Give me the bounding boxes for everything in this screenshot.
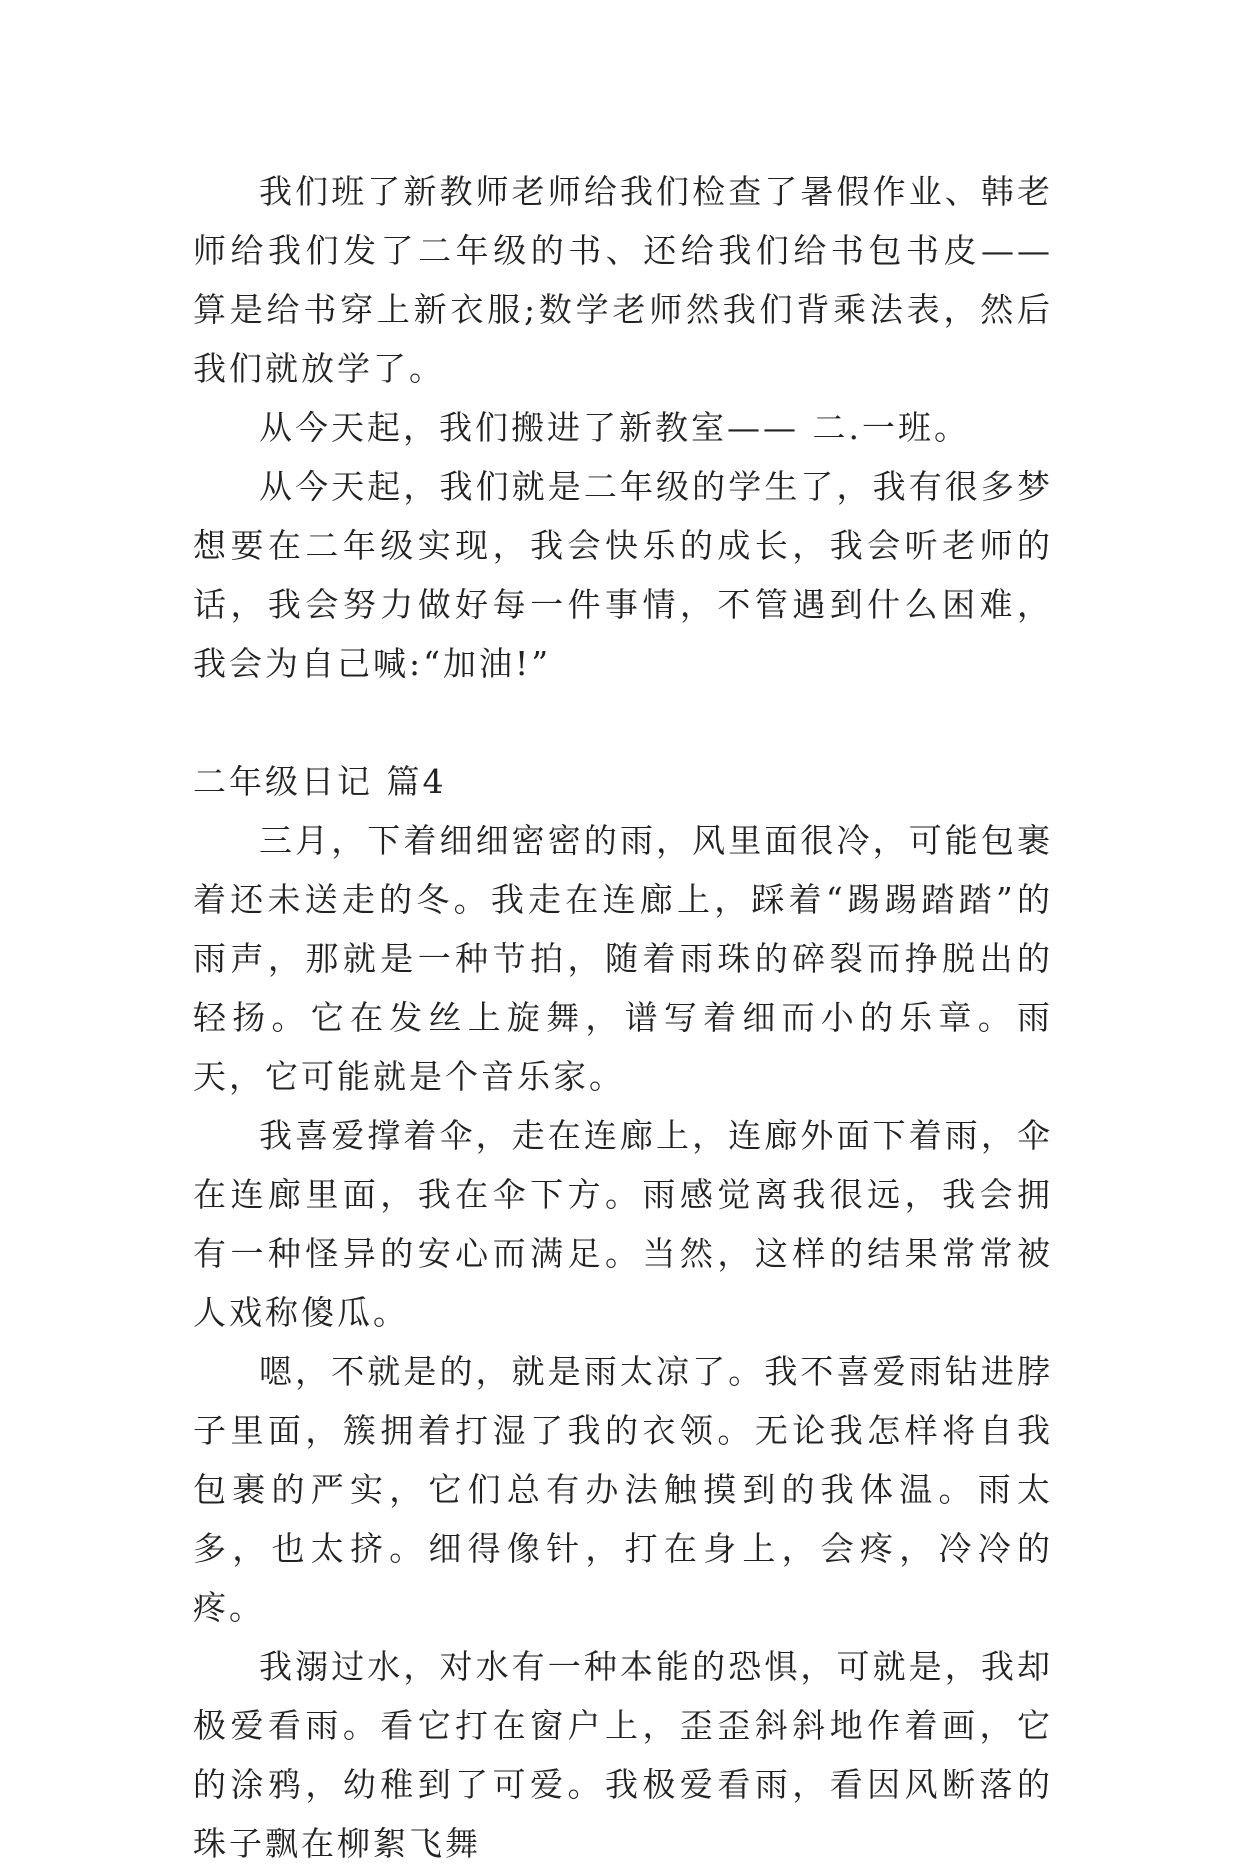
paragraph: 从今天起，我们就是二年级的学生了，我有很多梦想要在二年级实现，我会快乐的成长，我会听老师的话，我会努力做好每一件事情，不管遇到什么困难，我会为自己喊:“加油!” [193,467,1053,683]
section-spacer [193,693,1053,752]
document-body [193,162,1053,1873]
paragraph: 三月，下着细细密密的雨，风里面很冷，可能包裹着还未送走的冬。我走在连廊上，踩着“踢踢踏踏”的雨声，那就是一种节拍，随着雨珠的碎裂而挣脱出的轻扬。它在发丝上旋舞，谱写着细而小的乐章。雨天，它可能就是个音乐家。 [193,821,1053,1096]
paragraph: 嗯，不就是的，就是雨太凉了。我不喜爱雨钻进脖子里面，簇拥着打湿了我的衣领。无论我怎样将自我包裹的严实，它们总有办法触摸到的我体温。雨太多，也太挤。细得像针，打在身上，会疼，冷冷的疼。 [193,1352,1053,1627]
paragraph: 我溺过水，对水有一种本能的恐惧，可就是，我却极爱看雨。看它打在窗户上，歪歪斜斜地作着画，它的涂鸦，幼稚到了可爱。我极爱看雨，看因风断落的珠子飘在柳絮飞舞 [193,1647,1053,1863]
paragraph: 我喜爱撑着伞，走在连廊上，连廊外面下着雨，伞在连廊里面，我在伞下方。雨感觉离我很远，我会拥有一种怪异的安心而满足。当然，这样的结果常常被人戏称傻瓜。 [193,1116,1053,1332]
section-heading: 二年级日记 篇4 [193,762,447,801]
paragraph: 从今天起，我们搬进了新教室—— 二.一班。 [259,408,970,447]
paragraph: 我们班了新教师老师给我们检查了暑假作业、韩老师给我们发了二年级的书、还给我们给书包书皮——算是给书穿上新衣服;数学老师然我们背乘法表，然后我们就放学了。 [193,172,1053,388]
